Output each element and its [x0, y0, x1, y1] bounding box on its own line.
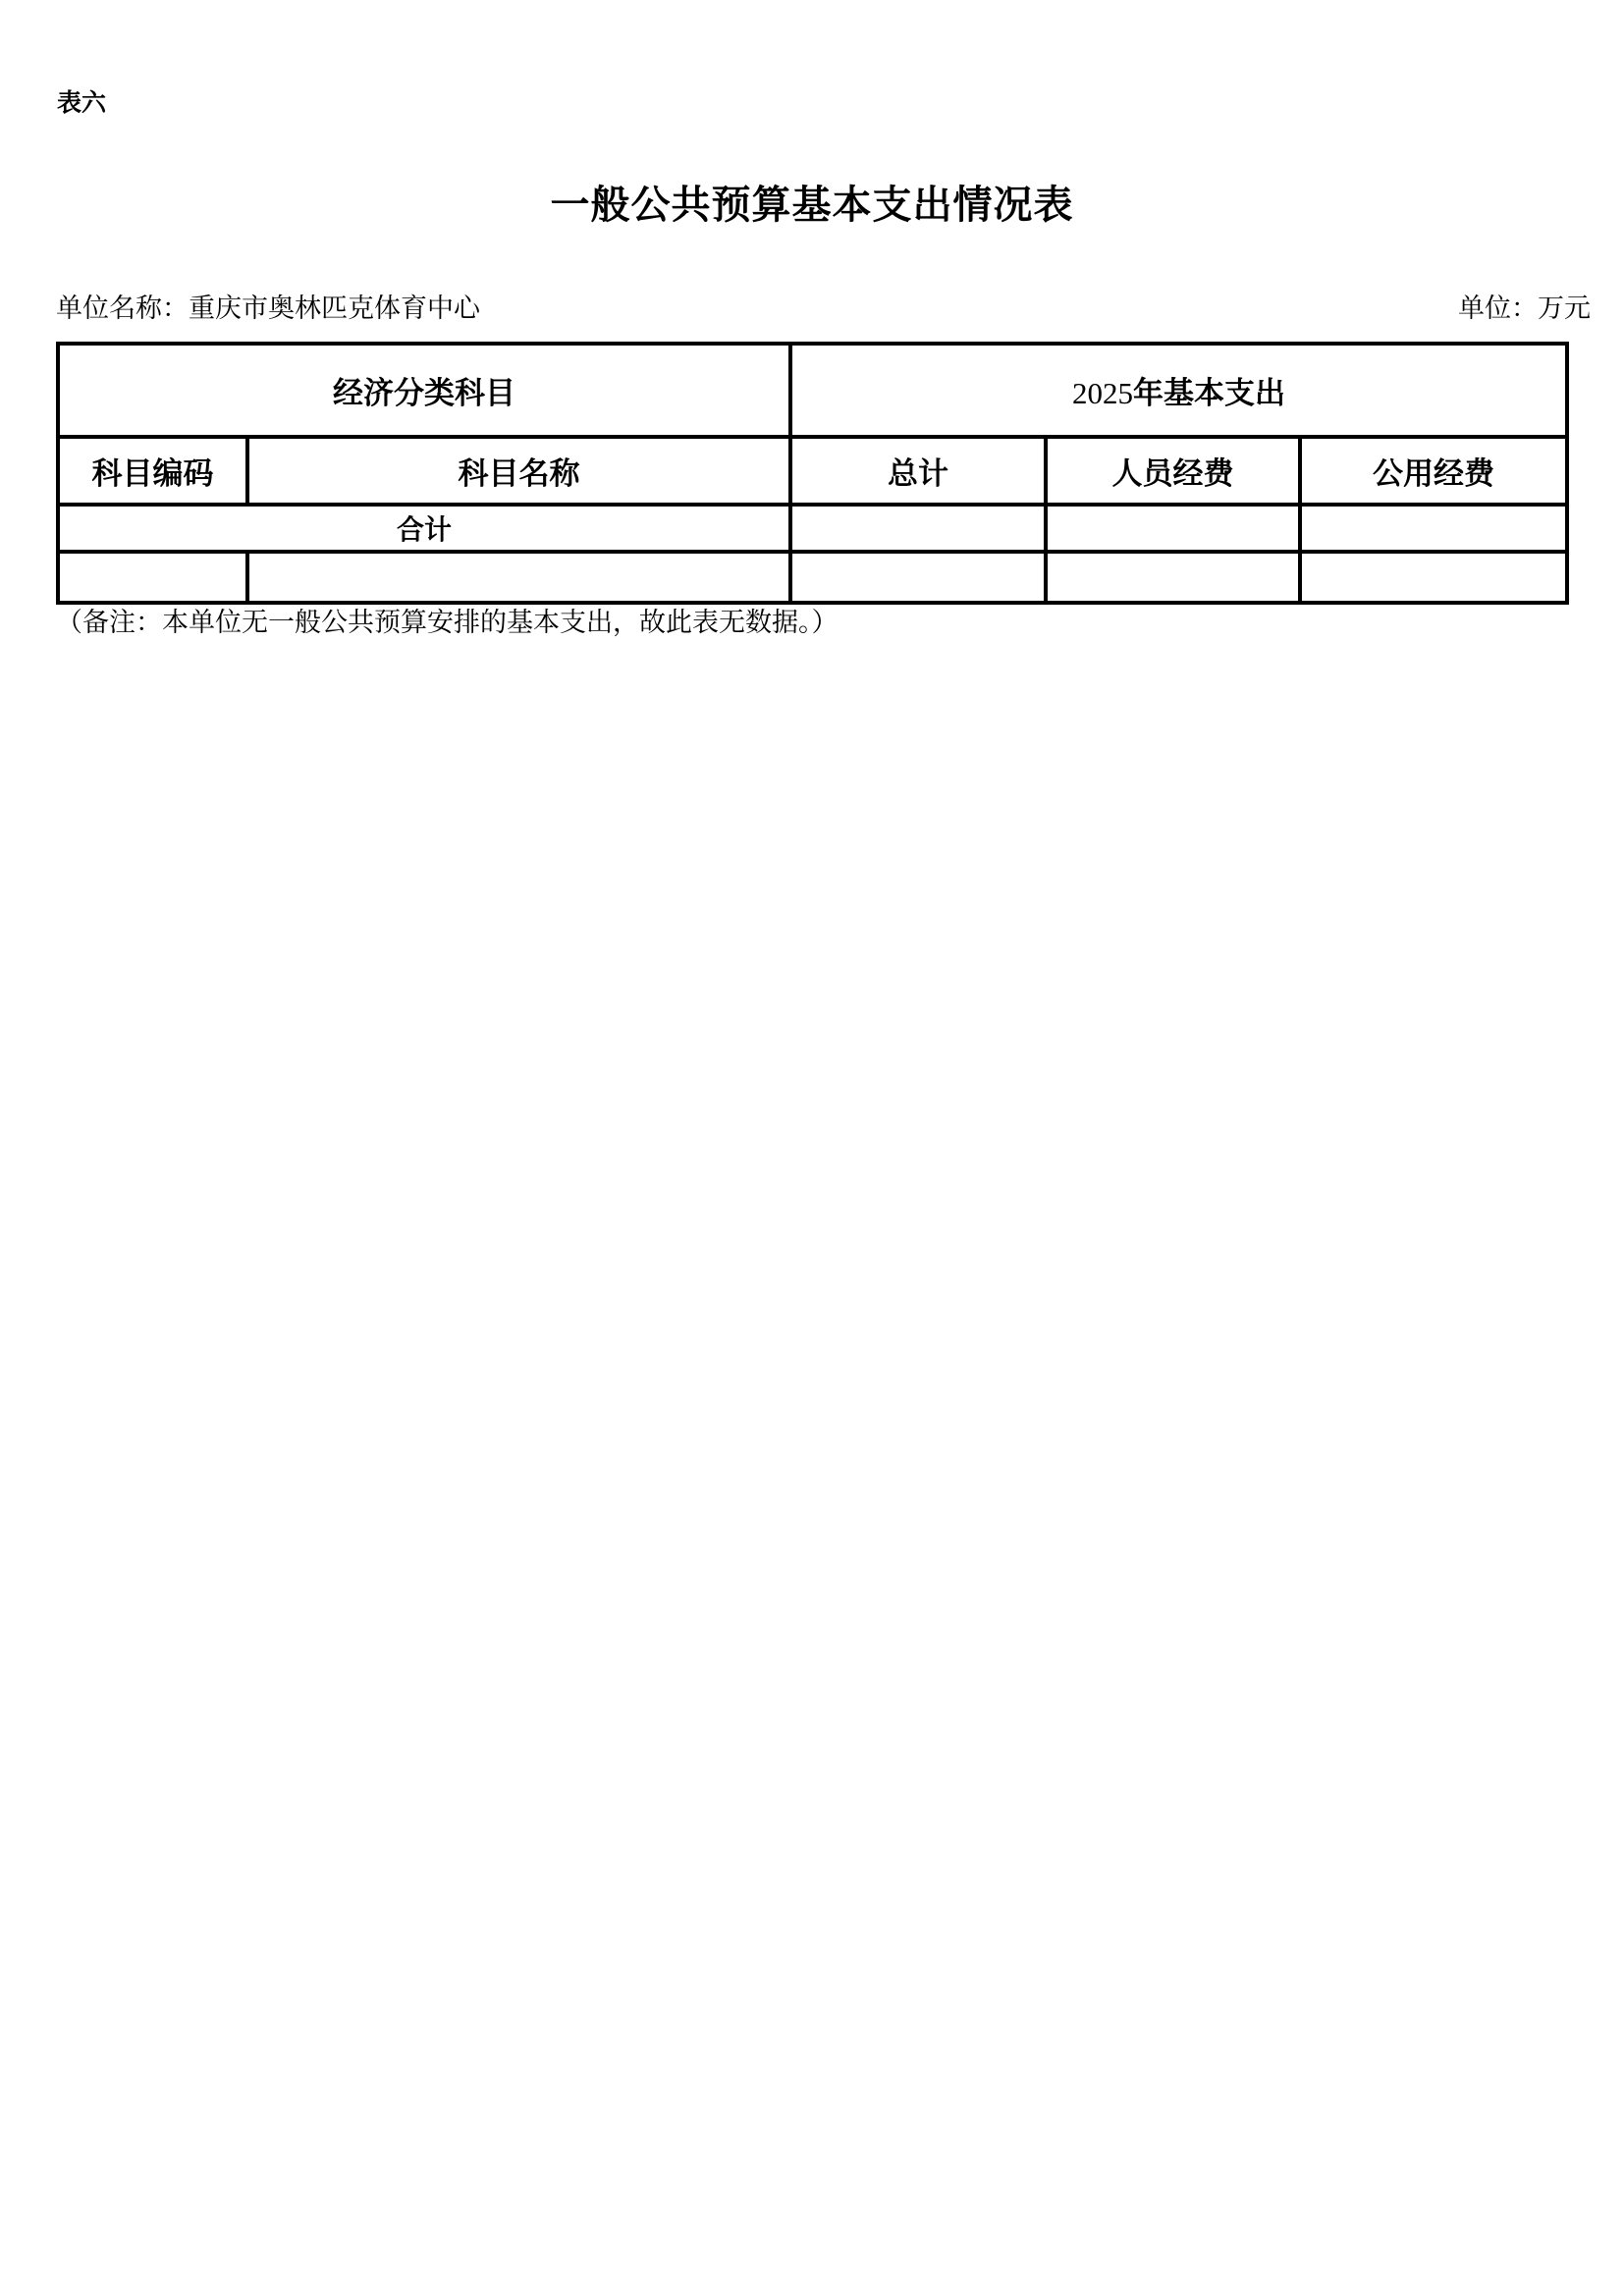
header-year-suffix: 年基本支出 — [1133, 376, 1286, 410]
unit-name-label: 单位名称：重庆市奥林匹克体育中心 — [56, 294, 480, 323]
column-header-row — [58, 437, 1567, 505]
note-text: （备注：本单位无一般公共预算安排的基本支出，故此表无数据。） — [56, 608, 839, 637]
info-row — [56, 293, 1591, 324]
col-header-public-funds: 公用经费 — [1300, 437, 1567, 505]
empty-cell-personnel — [1046, 552, 1300, 603]
group-header-row — [58, 344, 1567, 437]
header-basic-expenditure-2025 — [790, 344, 1567, 437]
empty-cell-name — [247, 552, 790, 603]
col-header-total: 总计 — [790, 437, 1046, 505]
col-header-personnel-funds: 人员经费 — [1046, 437, 1300, 505]
empty-data-row — [58, 552, 1567, 603]
total-row-total-value — [790, 505, 1046, 552]
empty-cell-total — [790, 552, 1046, 603]
unit-of-measure-label: 单位：万元 — [1458, 294, 1591, 323]
col-header-subject-code: 科目编码 — [58, 437, 247, 505]
total-row — [58, 505, 1567, 552]
empty-cell-public — [1300, 552, 1567, 603]
header-year-digits: 2025 — [1072, 376, 1134, 410]
total-row-public-value — [1300, 505, 1567, 552]
table-number-label: 表六 — [57, 89, 107, 117]
total-row-personnel-value — [1046, 505, 1300, 552]
page-title: 一般公共预算基本支出情况表 — [550, 183, 1074, 227]
empty-cell-code — [58, 552, 247, 603]
total-row-label: 合计 — [58, 505, 790, 552]
budget-table — [56, 342, 1569, 605]
header-economic-classification: 经济分类科目 — [58, 344, 790, 437]
col-header-subject-name: 科目名称 — [247, 437, 790, 505]
